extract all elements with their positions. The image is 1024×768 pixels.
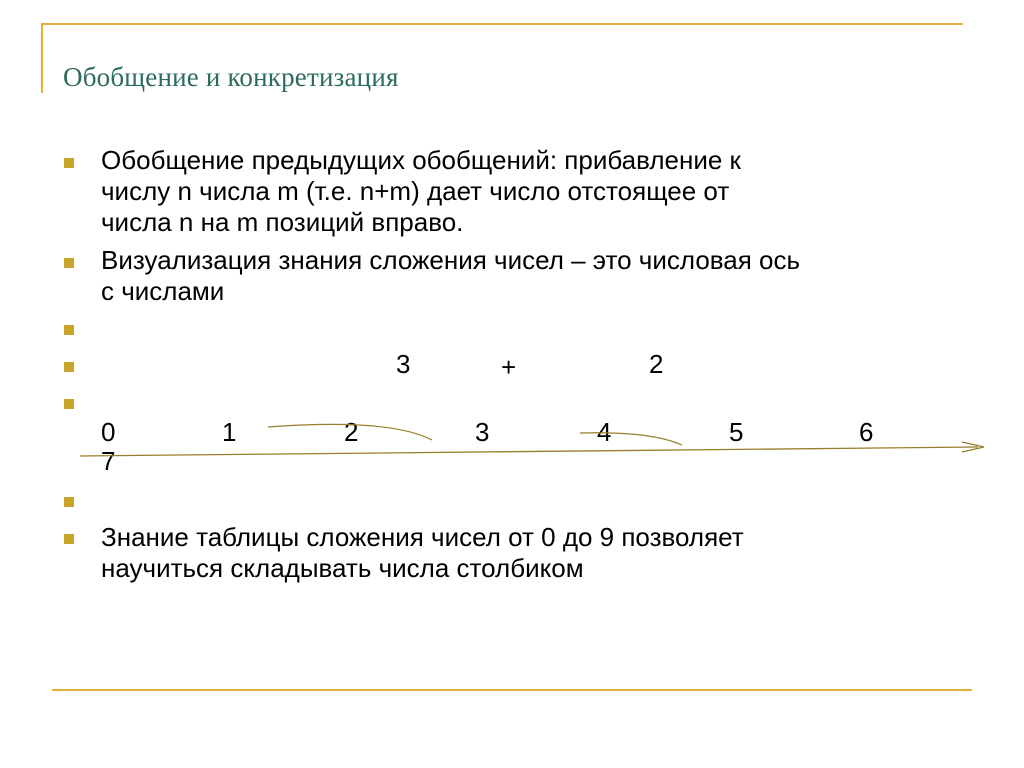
paragraph-line: научиться складывать числа столбиком [101,553,584,583]
paragraph-line: числу n числа m (т.е. n+m) дает число отстоящее от [101,176,730,206]
number-line-label: 7 [101,446,116,476]
equation-operand-a: 3 [396,349,411,379]
number-line-label: 5 [729,417,744,447]
paragraph-line: Обобщение предыдущих обобщений: прибавление к [101,145,741,175]
slide-title: Обобщение и конкретизация [63,62,399,92]
paragraph-addition-table [101,522,744,584]
number-line-axis [80,447,978,456]
paragraph-line: Визуализация знания сложения чисел – это числовая ось [101,245,801,275]
jump-arc [268,424,432,440]
number-line-label: 6 [859,417,874,447]
paragraph-line: числа n на m позиций вправо. [101,207,464,237]
equation-operand-b: 2 [649,349,664,379]
number-line-label: 3 [475,417,490,447]
number-line-label: 2 [344,417,359,447]
number-line-label: 4 [597,417,612,447]
jump-arc [580,433,682,445]
number-line-label: 0 [101,417,116,447]
number-line-label: 1 [222,417,237,447]
paragraph-line: с числами [101,276,225,306]
paragraph-line: Знание таблицы сложения чисел от 0 до 9 позволяет [101,522,744,552]
equation-operator: + [501,352,517,382]
